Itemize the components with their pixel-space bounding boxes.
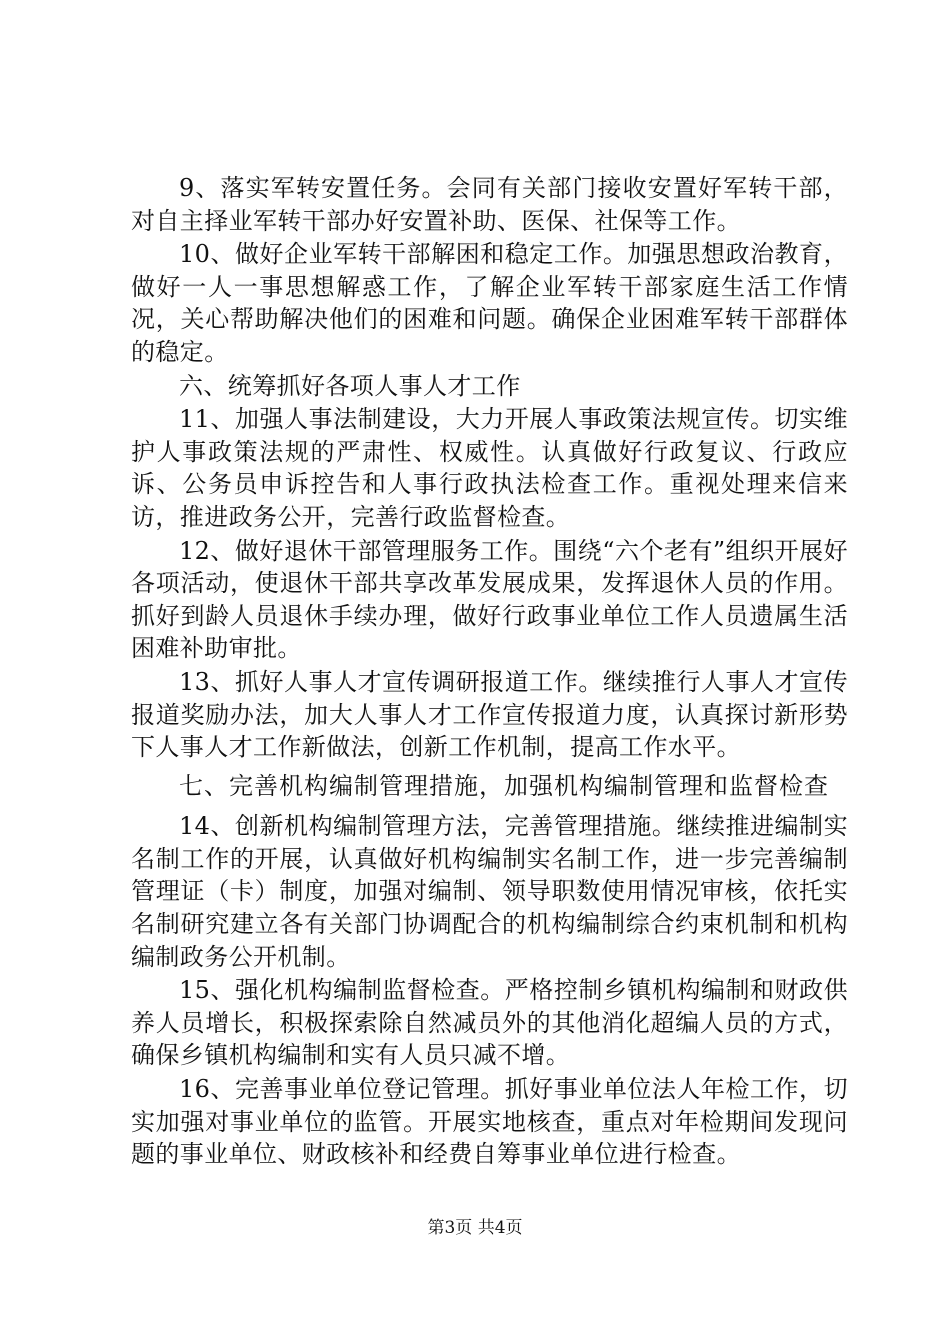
paragraph-item-13: 13、抓好人事人才宣传调研报道工作。继续推行人事人才宣传报道奖励办法，加大人事人才工作宣传报道力度，认真探讨新形势下人事人才工作新做法，创新工作机制，提高工作水平。 [131,667,848,762]
section-heading-seven: 七、完善机构编制管理措施，加强机构编制管理和监督检查 [179,771,829,800]
document-body [131,172,848,1172]
paragraph-item-15: 15、强化机构编制监督检查。严格控制乡镇机构编制和财政供养人员增长，积极探索除自然减员外的其他消化超编人员的方式，确保乡镇机构编制和实有人员只减不增。 [131,976,848,1070]
paragraph-item-9: 9、落实军转安置任务。会同有关部门接收安置好军转干部，对自主择业军转干部办好安置补助、医保、社保等工作。 [131,174,848,235]
page-number-footer: 第3页 共4页 [427,1218,523,1238]
paragraph-item-14: 14、创新机构编制管理方法，完善管理措施。继续推进编制实名制工作的开展，认真做好机构编制实名制工作，进一步完善编制管理证（卡）制度，加强对编制、领导职数使用情况审核，依托实名制研究建立各有关部门协调配合的机构编制综合约束机制和机构编制政务公开机制。 [131,812,848,971]
paragraph-item-12: 12、做好退休干部管理服务工作。围绕“六个老有”组织开展好各项活动，使退休干部共享改革发展成果，发挥退休人员的作用。抓好到龄人员退休手续办理，做好行政事业单位工作人员遗属生活困难补助审批。 [131,536,848,663]
paragraph-item-10: 10、做好企业军转干部解困和稳定工作。加强思想政治教育，做好一人一事思想解惑工作，了解企业军转干部家庭生活工作情况，关心帮助解决他们的困难和问题。确保企业困难军转干部群体的稳定。 [131,240,848,366]
paragraph-item-16: 16、完善事业单位登记管理。抓好事业单位法人年检工作，切实加强对事业单位的监管。开展实地核查，重点对年检期间发现问题的事业单位、财政核补和经费自筹事业单位进行检查。 [131,1075,848,1169]
paragraph-item-11: 11、加强人事法制建设，大力开展人事政策法规宣传。切实维护人事政策法规的严肃性、权威性。认真做好行政复议、行政应诉、公务员申诉控告和人事行政执法检查工作。重视处理来信来访，推进政务公开，完善行政监督检查。 [131,405,848,531]
section-heading-six: 六、统筹抓好各项人事人才工作 [179,371,521,400]
